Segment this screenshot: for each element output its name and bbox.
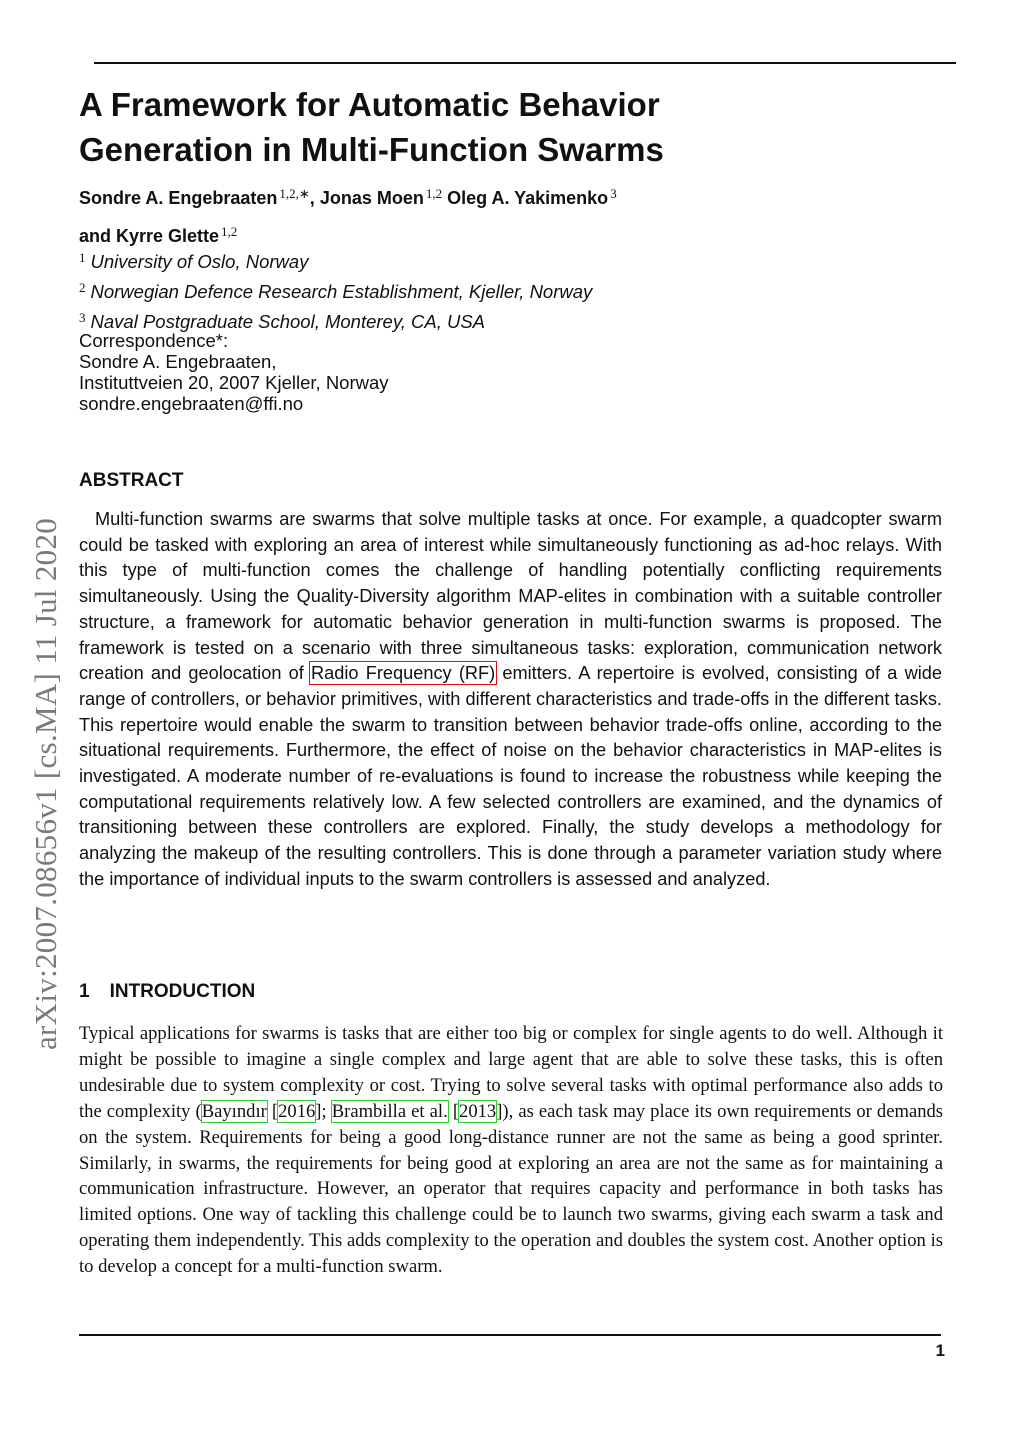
author-list (79, 177, 939, 253)
arxiv-identifier[interactable]: arXiv:2007.08656v1 [cs.MA] 11 Jul 2020 (28, 517, 63, 1050)
paper-title (79, 82, 939, 172)
abstract-text (79, 507, 942, 893)
citation-link[interactable]: Bayındır (201, 1100, 267, 1122)
citation-year-link[interactable]: 2013 (459, 1100, 497, 1122)
citation-link[interactable]: Brambilla et al. (331, 1100, 448, 1122)
section-heading-introduction (79, 981, 255, 1003)
affiliation-number: 1 (79, 250, 86, 265)
affiliation-list (79, 245, 939, 335)
author-name: and Kyrre Glette (79, 226, 220, 246)
affiliation-item (79, 245, 939, 275)
correspondence-label: Correspondence*: (79, 330, 229, 351)
author-name: Sondre A. Engebraaten (79, 188, 278, 208)
acronym-link-rf[interactable]: Radio Frequency (RF) (311, 663, 496, 684)
correspondence-block (79, 330, 939, 414)
author-separator: , (309, 188, 315, 208)
author-affil-sup: 1,2,∗ (279, 186, 310, 201)
correspondence-address: Instituttveien 20, 2007 Kjeller, Norway (79, 372, 389, 393)
section-title: INTRODUCTION (109, 981, 256, 1002)
abstract-text-part: emitters. A repertoire is evolved, consisting of a wide range of controllers, or behavior primitives, with different characteristics and trade-offs in the different tasks. This repertoire would enable the swarm to transition between behavior trade-offs online, according to the situational requirements. Furthermore, the effect of noise on the behavior characteristics in MAP-elites is investigated. A moderate number of re-evaluations is found to increase the robustness while keeping the computational requirements relatively low. A few selected controllers are examined, and the dynamics of transitioning between these controllers are explored. Finally, the study develops a methodology for analyzing the makeup of the resulting controllers. This is done through a parameter variation study where the importance of individual inputs to the swarm controllers is assessed and analyzed. (79, 663, 942, 889)
author-affil-sup: 3 (610, 186, 617, 201)
affiliation-text: University of Oslo, Norway (90, 251, 309, 272)
abstract-heading: ABSTRACT (79, 470, 184, 491)
citation-year-link[interactable]: 2016 (278, 1100, 316, 1122)
author-name: Oleg A. Yakimenko (447, 188, 609, 208)
affiliation-number: 2 (79, 280, 86, 295)
intro-text-part: Typical applications for swarms is tasks that are either too big or complex for single agents to do well. Although it might be possible to imagine a single complex and large agent that are able to solve these tasks, this is often undesirable due to system complexity or cost. Trying to solve several tasks with optimal performance also adds to the complexity ( (79, 1023, 943, 1122)
correspondence-name: Sondre A. Engebraaten, (79, 351, 277, 372)
title-line-1: A Framework for Automatic Behavior (79, 86, 660, 123)
affiliation-item (79, 275, 939, 305)
abstract-text-part: Multi-function swarms are swarms that solve multiple tasks at once. For example, a quadcopter swarm could be tasked with exploring an area of interest while simultaneously functioning as ad-hoc relays. With this type of multi-function comes the challenge of handling potentially conflicting requirements simultaneously. Using the Quality-Diversity algorithm MAP-elites in combination with a suitable controller structure, a framework for automatic behavior generation in multi-function swarms is proposed. The framework is tested on a scenario with three simultaneous tasks: exploration, communication network creation and geolocation of (79, 509, 942, 684)
header-rule (94, 62, 956, 64)
introduction-paragraph: Typical applications for swarms is tasks that are either too big or complex for single agents to do well. Although it might be possible to imagine a single complex and large agent that are able to solve these tasks, this is often undesirable due to system complexity or cost. Trying to solve several tasks with optimal performance also adds to the complexity (Bayındır [2016]; Brambilla et al. [2013]), as each task may place its own requirements or demands on the system. Requirements for being a good long-distance runner are not the same as being a good sprinter. Similarly, in swarms, the requirements for being good at exploring an area are not the same as for maintaining a communication infrastructure. However, an operator that requires capacity and performance in both tasks has limited options. One way of tackling this challenge could be to launch two swarms, giving each swarm a task and operating them independently. This adds complexity to the operation and doubles the system cost. Another option is to develop a concept for a multi-function swarm. (79, 1023, 944, 1278)
author-affil-sup: 1,2 (221, 224, 238, 239)
affiliation-text: Naval Postgraduate School, Monterey, CA, USA (90, 311, 486, 332)
author-affil-sup: 1,2 (425, 186, 443, 201)
affiliation-number: 3 (79, 310, 86, 325)
author-name: Jonas Moen (319, 188, 424, 208)
page-number: 1 (935, 1341, 945, 1360)
intro-text-part: ), as each task may place its own requirements or demands on the system. Requirements for being a good long-distance runner are not the same as being a good sprinter. Similarly, in swarms, the requirements for being good at exploring an area are not the same as for maintaining a communication infrastructure. However, an operator that requires capacity and performance in both tasks has limited options. One way of tackling this challenge could be to launch two swarms, giving each swarm a task and operating them independently. This adds complexity to the operation and doubles the system cost. Another option is to develop a concept for a multi-function swarm. (79, 1100, 944, 1278)
footer-rule (79, 1334, 941, 1336)
section-number: 1 (79, 981, 90, 1002)
title-line-2: Generation in Multi-Function Swarms (79, 131, 664, 168)
correspondence-email[interactable]: sondre.engebraaten@ffi.no (79, 393, 304, 414)
affiliation-text: Norwegian Defence Research Establishment, Kjeller, Norway (90, 281, 593, 302)
